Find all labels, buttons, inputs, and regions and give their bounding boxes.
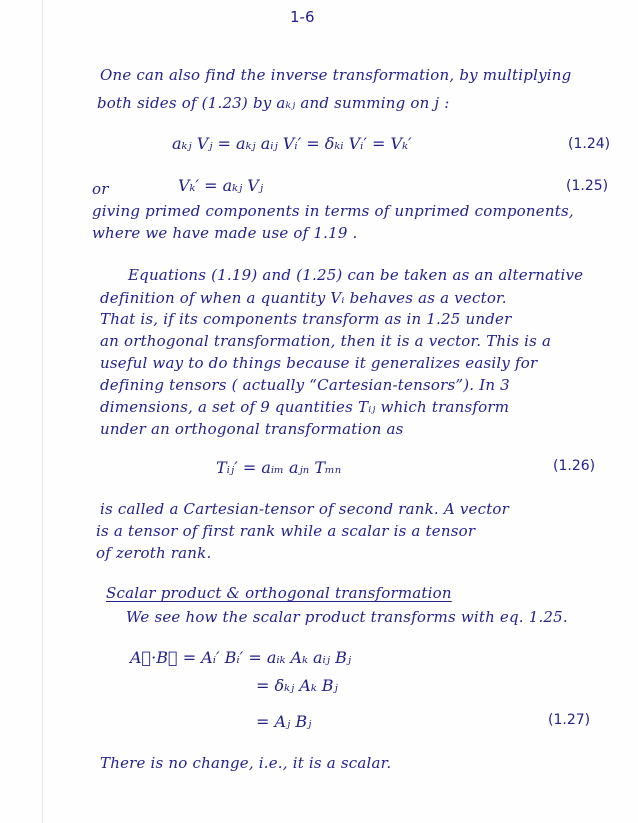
text-line-7: That is, if its components transform as in 1.25 under xyxy=(100,310,512,328)
margin-line xyxy=(42,0,43,823)
equation-1-27-line-3: = Aⱼ Bⱼ xyxy=(256,712,312,731)
text-line-14: is a tensor of first rank while a scalar is a tensor xyxy=(96,522,476,540)
text-line-15: of zeroth rank. xyxy=(96,544,212,562)
text-line-6: definition of when a quantity Vᵢ behaves as a vector. xyxy=(100,289,507,307)
equation-number-1-24: (1.24) xyxy=(568,136,611,152)
text-line-16: We see how the scalar product transforms with eq. 1.25. xyxy=(126,608,568,626)
equation-1-27-line-1: A⃗·B⃗ = Aᵢ′ Bᵢ′ = aᵢₖ Aₖ aᵢⱼ Bⱼ xyxy=(130,648,352,667)
text-line-9: useful way to do things because it generalizes easily for xyxy=(100,354,538,372)
text-line-3: giving primed components in terms of unprimed components, xyxy=(92,202,574,220)
text-line-5: Equations (1.19) and (1.25) can be taken as an alternative xyxy=(128,266,584,284)
equation-1-25: Vₖ′ = aₖⱼ Vⱼ xyxy=(178,176,264,195)
text-line-17: There is no change, i.e., it is a scalar. xyxy=(100,754,392,772)
equation-1-26: Tᵢⱼ′ = aᵢₘ aⱼₙ Tₘₙ xyxy=(216,458,342,477)
text-line-1: One can also find the inverse transformation, by multiplying xyxy=(100,66,572,84)
equation-1-24: aₖⱼ Vⱼ = aₖⱼ aᵢⱼ Vᵢ′ = δₖᵢ Vᵢ′ = Vₖ′ xyxy=(172,134,412,153)
text-line-4: where we have made use of 1.19 . xyxy=(92,224,358,242)
text-line-2: both sides of (1.23) by aₖⱼ and summing on j : xyxy=(97,94,450,112)
equation-number-1-26: (1.26) xyxy=(553,458,596,474)
equation-number-1-25: (1.25) xyxy=(566,178,609,194)
text-line-11: dimensions, a set of 9 quantities Tᵢⱼ which transform xyxy=(100,398,510,416)
text-line-12: under an orthogonal transformation as xyxy=(100,420,404,438)
page-number: 1-6 xyxy=(290,8,315,26)
text-line-13: is called a Cartesian-tensor of second rank. A vector xyxy=(100,500,510,518)
equation-1-27-line-2: = δₖⱼ Aₖ Bⱼ xyxy=(256,676,338,695)
section-heading: Scalar product & orthogonal transformation xyxy=(106,584,452,602)
or-label: or xyxy=(92,180,109,198)
equation-number-1-27: (1.27) xyxy=(548,712,591,728)
text-line-8: an orthogonal transformation, then it is a vector. This is a xyxy=(100,332,552,350)
text-line-10: defining tensors ( actually “Cartesian-tensors”). In 3 xyxy=(100,376,510,394)
